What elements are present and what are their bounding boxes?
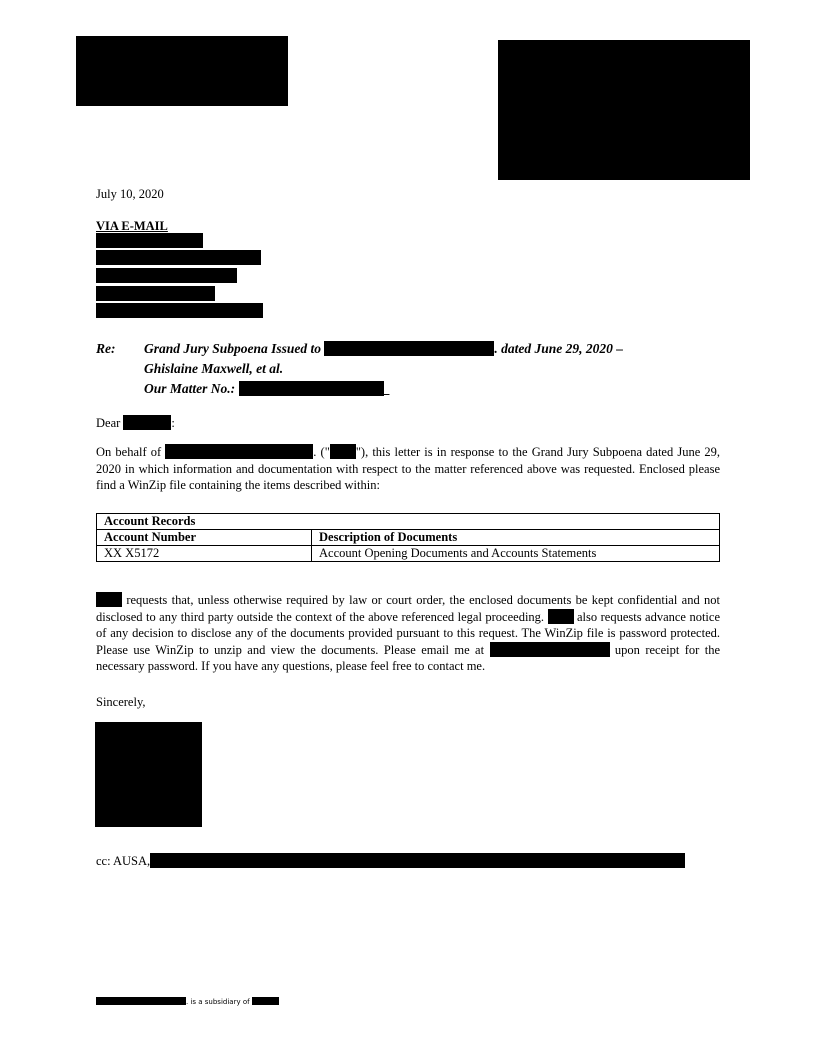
redacted-recipient-line [96,303,263,318]
cc-line: cc: AUSA, [96,853,685,870]
header-account-number: Account Number [97,530,312,546]
paragraph-intro: On behalf of . (" "), this letter is in response to the Grand Jury Subpoena dated June 29, 2020 in which information and documentation with respect to the matter referenced above was requested. Enclosed please find a WinZip file containing the items described within: [96,445,721,492]
redacted-entity [165,444,313,459]
redacted-signature [95,722,202,827]
redacted-abbreviation [96,592,122,607]
redacted-company [96,997,186,1005]
redacted-email [490,642,610,657]
subject-line-3: Our Matter No.: _ [144,381,391,396]
redacted-recipient-line [96,250,261,265]
redacted-recipient-line [96,233,203,248]
redacted-matter-number [239,381,384,396]
re-label: Re: [96,341,116,356]
subject-prefix: Grand Jury Subpoena Issued to [144,341,322,356]
table-title: Account Records [97,514,720,530]
header-description: Description of Documents [312,530,720,546]
table-row [97,546,720,562]
redacted-entity [324,341,494,356]
letter-date: July 10, 2020 [96,187,164,201]
redacted-parent-company [252,997,279,1005]
salutation: Dear : [96,416,175,430]
redacted-abbreviation [548,609,574,624]
redacted-letterhead-address [498,40,750,180]
redacted-letterhead-logo [76,36,288,106]
subject-line-1 [144,339,704,359]
account-records-table [96,513,720,562]
redacted-cc-recipients [150,853,685,868]
subject-suffix: . dated June 29, 2020 – [494,341,624,356]
footer: . is a subsidiary of [96,997,279,1007]
cell-description: Account Opening Documents and Accounts Statements [312,546,720,562]
delivery-method: VIA E-MAIL [96,219,168,233]
closing: Sincerely, [96,695,146,709]
redacted-recipient-line [96,268,237,283]
paragraph-confidentiality: requests that, unless otherwise required by law or court order, the enclosed documents be kept confidential and not disclosed to any third party outside the context of the above referenced legal proceeding. also requests advance notice of any decision to disclose any of the documents provided pursuant to this request. The WinZip file is password protected. Please use WinZip to unzip and view the documents. Please email me at upon receipt for the necessary password. If you have any questions, please feel free to contact me. [96,593,721,673]
redacted-name [123,415,171,430]
redacted-recipient-line [96,286,215,301]
redacted-abbreviation [330,444,356,459]
matter-label: Our Matter No.: [144,381,236,396]
subject-line-2: Ghislaine Maxwell, et al. [144,361,284,376]
cell-account-number: XX X5172 [97,546,312,562]
